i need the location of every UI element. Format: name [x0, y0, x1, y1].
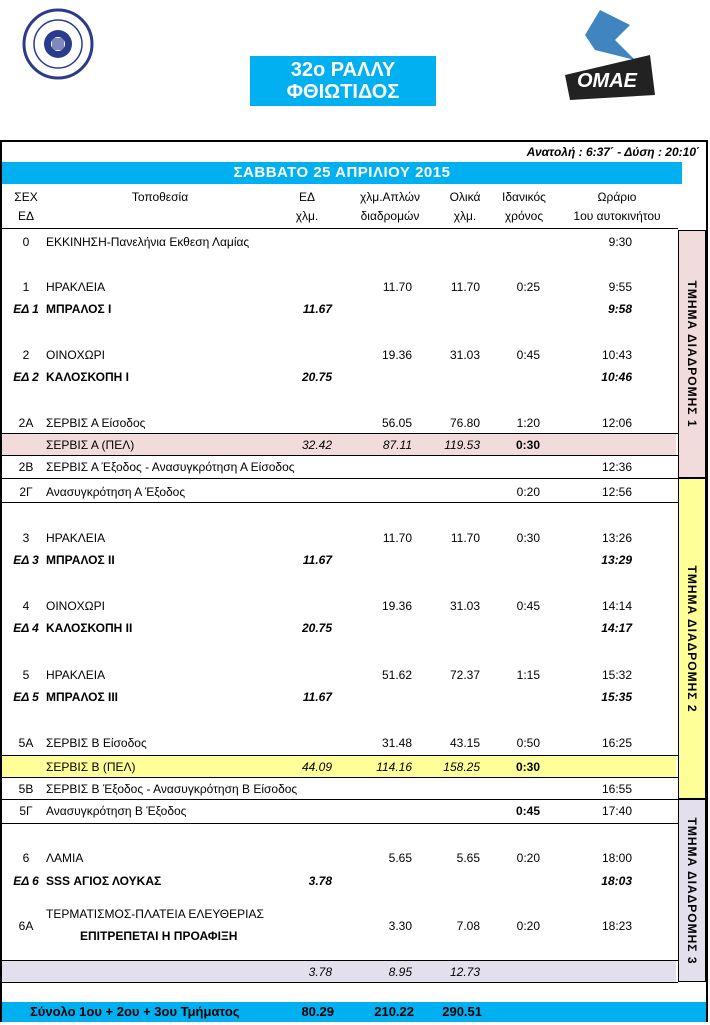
row-total-km: 119.53 — [444, 438, 480, 452]
row-ideal-time: 0:25 — [516, 280, 540, 294]
row-liaison-km: 87.11 — [382, 438, 412, 452]
row-code: 4 — [22, 599, 30, 613]
row-schedule-time: 12:06 — [601, 416, 632, 430]
header-location: Τοποθεσία — [131, 190, 189, 204]
row-location: SSS ΑΓΙΟΣ ΛΟΥΚΑΣ — [46, 874, 162, 888]
row-total-km: 7.08 — [456, 919, 480, 933]
row-location: Ανασυγκρότηση Β Έξοδος — [46, 804, 187, 818]
row-schedule-time: 15:35 — [601, 690, 632, 704]
sunrise-sunset: Ανατολή : 6:37΄ - Δύση : 20:10΄ — [526, 145, 700, 159]
row-divider — [2, 478, 678, 479]
row-location: ΜΠΡΑΛΟΣ ΙΙΙ — [46, 690, 118, 704]
row-code: 2Β — [18, 460, 34, 474]
row-code: 2Γ — [19, 485, 33, 499]
row-liaison-km: 19.36 — [381, 599, 412, 613]
row-ed-km: 32.42 — [301, 438, 332, 452]
row-total-km: 5.65 — [456, 851, 480, 865]
row-ed-km: 11.67 — [302, 553, 332, 567]
row-location: ΛΑΜΙΑ — [46, 851, 84, 865]
header-schedule: Ωράριο 1ου αυτοκινήτου — [573, 190, 661, 223]
row-ideal-time: 1:20 — [516, 416, 540, 430]
row-ideal-time: 0:30 — [515, 760, 540, 774]
row-location: ΗΡΑΚΛΕΙΑ — [46, 531, 106, 545]
row-schedule-time: 14:14 — [601, 599, 632, 613]
grand-total-ed: 80.29 — [301, 1004, 334, 1019]
row-location: ΕΚΚΙΝΗΣΗ-Πανελήνια Εκθεση Λαμίας — [46, 235, 250, 249]
row-divider — [2, 433, 678, 434]
row-ed-km: 11.67 — [302, 690, 332, 704]
schedule-frame — [0, 140, 708, 1022]
header-divider — [2, 228, 678, 229]
row-ideal-time: 0:20 — [516, 919, 540, 933]
row-ideal-time: 0:45 — [516, 599, 540, 613]
row-liaison-km: 8.95 — [388, 965, 412, 979]
row-liaison-km: 5.65 — [388, 851, 412, 865]
row-ed-km: 44.09 — [301, 760, 332, 774]
row-total-km: 76.80 — [449, 416, 480, 430]
row-schedule-time: 16:55 — [601, 782, 632, 796]
row-code: 5 — [22, 668, 30, 682]
row-total-km: 31.03 — [449, 599, 480, 613]
row-schedule-time: 10:43 — [601, 348, 632, 362]
row-liaison-km: 11.70 — [382, 531, 412, 545]
row-ed-km: 3.78 — [308, 874, 332, 888]
row-schedule-time: 18:03 — [601, 874, 632, 888]
row-ideal-time: 0:30 — [516, 531, 540, 545]
section-2-label: ΤΜΗΜΑ ΔΙΑΔΡΟΜΗΣ 2 — [678, 478, 706, 799]
row-schedule-time: 16:25 — [601, 736, 632, 750]
section3-total-band — [2, 960, 676, 982]
row-location: ΜΠΡΑΛΟΣ ΙΙ — [46, 553, 115, 567]
row-location: ΗΡΑΚΛΕΙΑ — [46, 668, 106, 682]
row-schedule-time: 12:56 — [601, 485, 632, 499]
row-code: 6 — [22, 851, 30, 865]
row-total-km: 72.37 — [449, 668, 480, 682]
row-liaison-km: 31.48 — [381, 736, 412, 750]
row-code: 0 — [22, 235, 30, 249]
row-code: 5Α — [18, 736, 34, 750]
section-1-label: ΤΜΗΜΑ ΔΙΑΔΡΟΜΗΣ 1 — [678, 230, 706, 478]
day-banner: ΣΑΒΒΑΤΟ 25 ΑΠΡΙΛΙΟΥ 2015 — [2, 162, 682, 184]
row-divider — [2, 777, 678, 778]
row-code: 5Β — [18, 782, 34, 796]
grand-total-km: 290.51 — [442, 1004, 482, 1019]
row-liaison-km: 56.05 — [381, 416, 412, 430]
row-schedule-time: 17:40 — [601, 804, 632, 818]
row-location-note: ΕΠΙΤΡΕΠΕΤΑΙ Η ΠΡΟΑΦΙΞΗ — [80, 929, 238, 943]
row-ideal-time: 1:15 — [516, 668, 540, 682]
row-divider — [2, 960, 678, 961]
row-schedule-time: 15:32 — [601, 668, 632, 682]
omae-logo — [555, 5, 670, 105]
row-ed-km: 11.67 — [302, 302, 332, 316]
row-code: ΕΔ 1 — [13, 302, 39, 316]
row-total-km: 43.15 — [449, 736, 480, 750]
row-code: ΕΔ 3 — [13, 553, 39, 567]
row-ideal-time: 0:20 — [516, 851, 540, 865]
row-liaison-km: 19.36 — [381, 348, 412, 362]
row-liaison-km: 3.30 — [388, 919, 412, 933]
title-line-2: ΦΘΙΩΤΙΔΟΣ — [286, 81, 400, 103]
header-ed-km: ΕΔ χλμ. — [295, 190, 319, 223]
row-location: ΣΕΡΒΙΣ Β (ΠΕΛ) — [46, 760, 136, 774]
title-line-1: 32ο ΡΑΛΛΥ — [290, 59, 396, 81]
row-liaison-km: 11.70 — [382, 280, 412, 294]
row-ed-km: 3.78 — [308, 965, 332, 979]
row-code: ΕΔ 5 — [13, 690, 39, 704]
row-location: ΤΕΡΜΑΤΙΣΜΟΣ-ΠΛΑΤΕΙΑ ΕΛΕΥΘΕΡΙΑΣ — [46, 907, 264, 921]
row-code: 2 — [22, 348, 30, 362]
row-schedule-time: 12:36 — [601, 460, 632, 474]
row-location: ΣΕΡΒΙΣ Α Έξοδος - Ανασυγκρότηση Α Είσοδος — [46, 460, 295, 474]
row-total-km: 11.70 — [450, 531, 480, 545]
row-ideal-time: 0:45 — [515, 804, 540, 818]
club-logo — [22, 8, 94, 80]
row-schedule-time: 9:58 — [607, 302, 632, 316]
row-ed-km: 20.75 — [301, 621, 332, 635]
row-schedule-time: 13:26 — [601, 531, 632, 545]
row-code: 2Α — [18, 416, 34, 430]
row-location: ΣΕΡΒΙΣ Β Είσοδος — [46, 736, 147, 750]
row-schedule-time: 18:23 — [601, 919, 632, 933]
row-divider — [2, 823, 678, 824]
row-location: ΚΑΛΟΣΚΟΠΗ Ι — [46, 370, 129, 384]
row-code: 1 — [22, 280, 30, 294]
row-schedule-time: 9:55 — [608, 280, 632, 294]
row-location: ΗΡΑΚΛΕΙΑ — [46, 280, 106, 294]
header-total: Ολικά χλμ. — [449, 190, 481, 223]
row-schedule-time: 9:30 — [608, 235, 632, 249]
row-divider — [2, 502, 678, 503]
grand-total-liaison: 210.22 — [374, 1004, 414, 1019]
row-total-km: 31.03 — [449, 348, 480, 362]
row-schedule-time: 10:46 — [601, 370, 632, 384]
row-divider — [2, 755, 678, 756]
header-ideal: Ιδανικός χρόνος — [502, 190, 546, 223]
row-location: Ανασυγκρότηση Α Έξοδος — [46, 485, 186, 499]
row-code: ΕΔ 6 — [13, 874, 39, 888]
row-code: 5Γ — [19, 804, 33, 818]
row-ideal-time: 0:50 — [516, 736, 540, 750]
row-location: ΣΕΡΒΙΣ Β Έξοδος - Ανασυγκρότηση Β Είσοδος — [46, 782, 298, 796]
row-total-km: 11.70 — [450, 280, 480, 294]
row-location: ΟΙΝΟΧΩΡΙ — [46, 348, 105, 362]
row-code: 6Α — [18, 919, 34, 933]
grand-total-bar — [2, 1002, 706, 1022]
row-divider — [2, 799, 678, 800]
row-code: ΕΔ 2 — [13, 370, 39, 384]
row-location: ΣΕΡΒΙΣ Α Είσοδος — [46, 416, 146, 430]
row-ideal-time: 0:20 — [516, 485, 540, 499]
row-ideal-time: 0:45 — [516, 348, 540, 362]
row-schedule-time: 18:00 — [601, 851, 632, 865]
row-code: ΕΔ 4 — [13, 621, 39, 635]
row-ed-km: 20.75 — [301, 370, 332, 384]
row-total-km: 158.25 — [443, 760, 480, 774]
row-location: ΚΑΛΟΣΚΟΠΗ ΙΙ — [46, 621, 133, 635]
svg-text:ΟΜΑΕ: ΟΜΑΕ — [577, 70, 637, 92]
row-liaison-km: 114.16 — [376, 760, 412, 774]
row-location: ΣΕΡΒΙΣ Α (ΠΕΛ) — [46, 438, 135, 452]
row-schedule-time: 14:17 — [601, 621, 632, 635]
row-location: ΟΙΝΟΧΩΡΙ — [46, 599, 105, 613]
row-liaison-km: 51.62 — [381, 668, 412, 682]
row-schedule-time: 13:29 — [601, 553, 632, 567]
row-divider — [2, 982, 678, 983]
header-code: ΣΕΧ ΕΔ — [14, 190, 38, 223]
row-divider — [2, 455, 678, 456]
grand-total-label: Σύνολο 1ου + 2ου + 3ου Τμήματος — [30, 1004, 240, 1019]
row-total-km: 12.73 — [449, 965, 480, 979]
row-code: 3 — [22, 531, 30, 545]
row-location: ΜΠΡΑΛΟΣ Ι — [46, 302, 112, 316]
header-liaison: χλμ.Απλών διαδρομών — [359, 190, 421, 223]
row-ideal-time: 0:30 — [515, 438, 540, 452]
rally-title — [250, 56, 436, 106]
section-3-label: ΤΜΗΜΑ ΔΙΑΔΡΟΜΗΣ 3 — [678, 799, 706, 982]
